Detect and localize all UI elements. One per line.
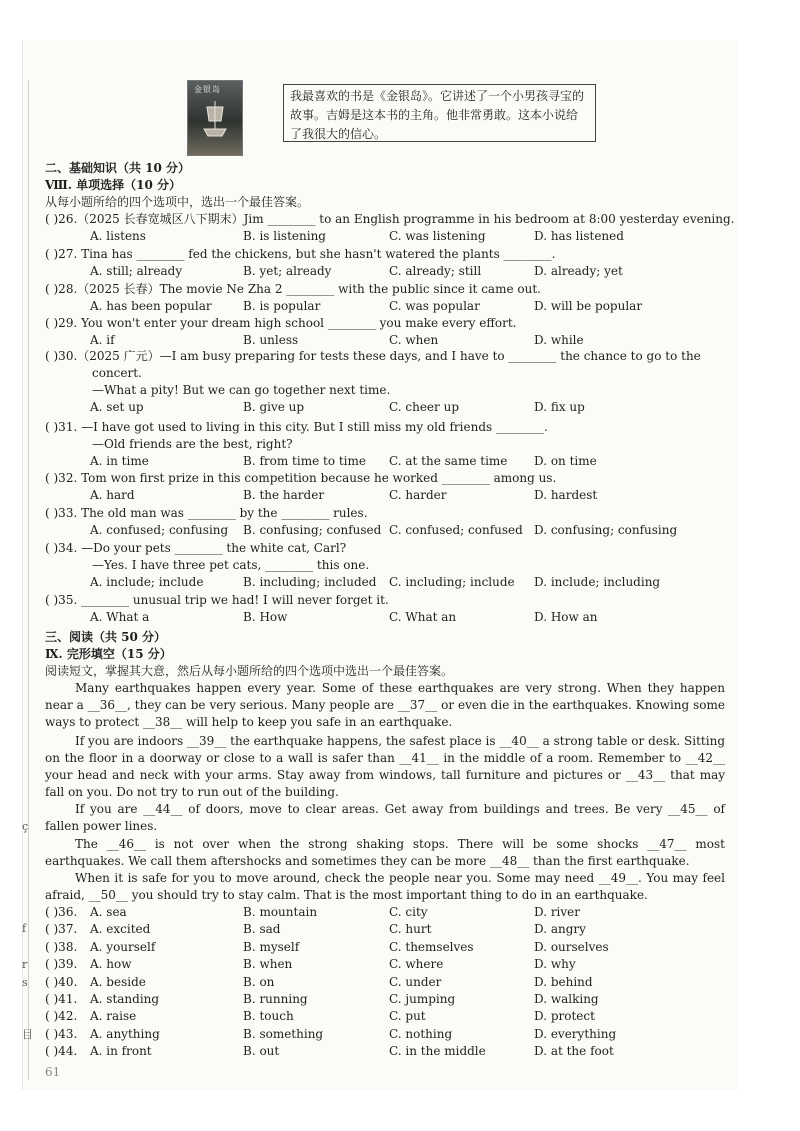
question-option: A. confused; confusing — [90, 523, 229, 537]
question-continuation: —Old friends are the best, right? — [92, 437, 293, 451]
cloze-option: D. angry — [534, 922, 586, 937]
question-option: B. unless — [243, 333, 299, 347]
question-option: B. yet; already — [243, 264, 332, 278]
question-option: D. has listened — [534, 229, 624, 243]
cloze-option: C. where — [389, 957, 444, 972]
question-option: C. cheer up — [389, 400, 459, 414]
section-title: 三、阅读（共 50 分） — [45, 630, 167, 644]
question-option: A. include; include — [90, 575, 204, 589]
question-option: C. was popular — [389, 299, 480, 313]
passage-paragraph: When it is safe for you to move around, check the people near you. Some may need __49__. You may feel afraid, __50__ you should try to stay calm. That is the most important thing to do in an earthquake. — [45, 871, 725, 902]
section-title: 二、基础知识（共 10 分） — [45, 161, 191, 175]
cloze-option: D. behind — [534, 974, 593, 989]
cloze-option: B. on — [243, 974, 275, 989]
cloze-number: ( )44. — [45, 1044, 78, 1059]
question-option: C. harder — [389, 488, 447, 502]
cloze-number: ( )41. — [45, 992, 78, 1006]
question-stem: ( )28.（2025 长春）The movie Ne Zha 2 ________ with the public since it came out. — [45, 282, 541, 296]
question-stem: ( )35. ________ unusual trip we had! I will never forget it. — [45, 593, 389, 607]
question-option: A. hard — [90, 488, 135, 502]
intro-text: 我最喜欢的书是《金银岛》。它讲述了一个小男孩寻宝的故事。吉姆是这本书的主角。他非常勇敢。这本小说给了我很大的信心。 — [283, 84, 596, 142]
question-option: A. What a — [90, 610, 150, 624]
question-option: A. listens — [90, 229, 146, 243]
cloze-option: B. out — [243, 1044, 280, 1059]
instruction: 阅读短文，掌握其大意，然后从每小题所给的四个选项中选出一个最佳答案。 — [45, 664, 454, 678]
question-option: A. set up — [90, 400, 144, 414]
question-option: D. while — [534, 333, 584, 347]
part-title: Ⅸ. 完形填空（15 分） — [45, 647, 172, 661]
question-option: B. confusing; confused — [243, 523, 382, 537]
cloze-number: ( )36. — [45, 905, 78, 919]
cloze-option: D. why — [534, 957, 576, 972]
cloze-option: A. anything — [90, 1026, 160, 1041]
cloze-number: ( )38. — [45, 939, 78, 954]
question-option: C. already; still — [389, 264, 482, 278]
scan-artifact: s — [22, 976, 28, 989]
cloze-option: D. at the foot — [534, 1044, 614, 1059]
question-option: D. confusing; confusing — [534, 523, 678, 537]
question-option: C. What an — [389, 610, 457, 624]
part-title: Ⅷ. 单项选择（10 分） — [45, 178, 182, 192]
question-stem: ( )34. —Do your pets ________ the white cat, Carl? — [45, 541, 347, 555]
passage-paragraph: The __46__ is not over when the strong shaking stops. There will be some shocks __47__ most earthquakes. We call them aftershocks and sometimes they can be more __48__ than the first earthquake. — [45, 837, 725, 868]
cloze-option: A. standing — [90, 992, 160, 1006]
question-option: C. confused; confused — [389, 523, 523, 537]
question-option: A. if — [90, 333, 115, 347]
cloze-option: D. protect — [534, 1009, 595, 1024]
question-option: D. on time — [534, 454, 597, 468]
scan-artifact: f — [22, 922, 27, 935]
scan-artifact: r — [22, 958, 28, 971]
book-cover-image — [187, 80, 243, 156]
cloze-option: C. themselves — [389, 939, 474, 954]
cloze-option: A. sea — [90, 905, 127, 919]
question-option: D. include; including — [534, 575, 661, 589]
question-option: B. How — [243, 610, 288, 624]
question-option: B. the harder — [243, 488, 325, 502]
cloze-option: A. excited — [90, 922, 151, 937]
question-continuation: —What a pity! But we can go together next time. — [92, 383, 391, 397]
passage-paragraph: Many earthquakes happen every year. Some of these earthquakes are very strong. When they happen near a __36__, they can be very serious. Many people are __37__ or even die in the earthquakes. Knowing some ways to protect __38__ will help to keep you safe in an earthquake. — [45, 681, 725, 729]
cloze-option: C. city — [389, 905, 428, 919]
passage-paragraph: If you are indoors __39__ the earthquake happens, the safest place is __40__ a strong table or desk. Sitting on the floor in a doorway or close to a wall is safer than __41__ in the middle of a room. Remember to __42__ your head and neck with your arms. Stay away from windows, tall furniture and pictures or __43__ that may fall on you. Do not try to run out of the building. — [45, 734, 725, 799]
cloze-option: B. mountain — [243, 905, 318, 919]
question-stem: ( )31. —I have got used to living in this city. But I still miss my old friends ________. — [45, 420, 548, 434]
question-option: C. including; include — [389, 575, 515, 589]
cloze-number: ( )42. — [45, 1009, 78, 1024]
cloze-number: ( )37. — [45, 922, 78, 937]
cloze-option: D. everything — [534, 1026, 617, 1041]
question-option: C. when — [389, 333, 439, 347]
question-option: C. at the same time — [389, 454, 508, 468]
cloze-option: C. jumping — [389, 992, 456, 1006]
cloze-option: C. hurt — [389, 922, 432, 937]
question-option: A. still; already — [90, 264, 183, 278]
instruction: 从每小题所给的四个选项中，选出一个最佳答案。 — [45, 195, 310, 209]
question-option: D. already; yet — [534, 264, 623, 278]
binding-line — [28, 80, 29, 1080]
question-option: B. including; included — [243, 575, 377, 589]
question-option: D. hardest — [534, 488, 598, 502]
question-stem: ( )30.（2025 广元）—I am busy preparing for tests these days, and I have to ________ the chance to go to the — [45, 349, 701, 363]
cloze-option: A. raise — [90, 1009, 137, 1024]
cloze-option: A. beside — [90, 974, 146, 989]
question-stem: ( )32. Tom won first prize in this competition because he worked ________ among us. — [45, 471, 557, 485]
cloze-option: C. put — [389, 1009, 426, 1024]
cloze-option: D. walking — [534, 992, 599, 1006]
question-option: D. How an — [534, 610, 598, 624]
scan-artifact: 目 — [22, 1028, 33, 1041]
cloze-number: ( )43. — [45, 1026, 78, 1041]
question-option: D. will be popular — [534, 299, 643, 313]
cloze-option: B. running — [243, 992, 308, 1006]
cloze-option: A. how — [90, 957, 132, 972]
cloze-option: A. yourself — [90, 939, 156, 954]
question-continuation: —Yes. I have three pet cats, ________ this one. — [92, 558, 370, 572]
cloze-option: D. ourselves — [534, 939, 609, 954]
question-option: A. has been popular — [90, 299, 212, 313]
cloze-option: A. in front — [90, 1044, 152, 1059]
cloze-option: B. myself — [243, 939, 300, 954]
cloze-option: D. river — [534, 905, 581, 919]
question-stem: ( )29. You won't enter your dream high school ________ you make every effort. — [45, 316, 517, 330]
scan-artifact: ç — [22, 820, 29, 833]
question-option: D. fix up — [534, 400, 585, 414]
cloze-option: C. in the middle — [389, 1044, 486, 1059]
question-option: C. was listening — [389, 229, 486, 243]
cloze-option: B. sad — [243, 922, 281, 937]
question-option: B. is listening — [243, 229, 326, 243]
question-stem: ( )26.（2025 长春宽城区八下期末）Jim ________ to an English programme in his bedroom at 8:00 yesterday evening. — [45, 212, 735, 226]
question-option: A. in time — [90, 454, 149, 468]
cloze-option: B. something — [243, 1026, 324, 1041]
question-option: B. is popular — [243, 299, 321, 313]
question-stem: ( )33. The old man was ________ by the ________ rules. — [45, 506, 368, 520]
question-continuation: concert. — [92, 366, 142, 380]
cloze-number: ( )40. — [45, 974, 78, 989]
cloze-option: C. nothing — [389, 1026, 453, 1041]
question-option: B. from time to time — [243, 454, 366, 468]
passage-paragraph: If you are __44__ of doors, move to clear areas. Get away from buildings and trees. Be very __45__ of fallen power lines. — [45, 802, 725, 833]
question-stem: ( )27. Tina has ________ fed the chickens, but she hasn't watered the plants ________. — [45, 247, 556, 261]
book-cover-title: 金银岛 — [194, 85, 221, 94]
cloze-option: B. touch — [243, 1009, 294, 1024]
cloze-option: C. under — [389, 974, 442, 989]
question-option: B. give up — [243, 400, 305, 414]
page-number: 61 — [45, 1065, 61, 1079]
cloze-option: B. when — [243, 957, 293, 972]
ship-icon — [202, 99, 228, 139]
cloze-number: ( )39. — [45, 957, 78, 972]
